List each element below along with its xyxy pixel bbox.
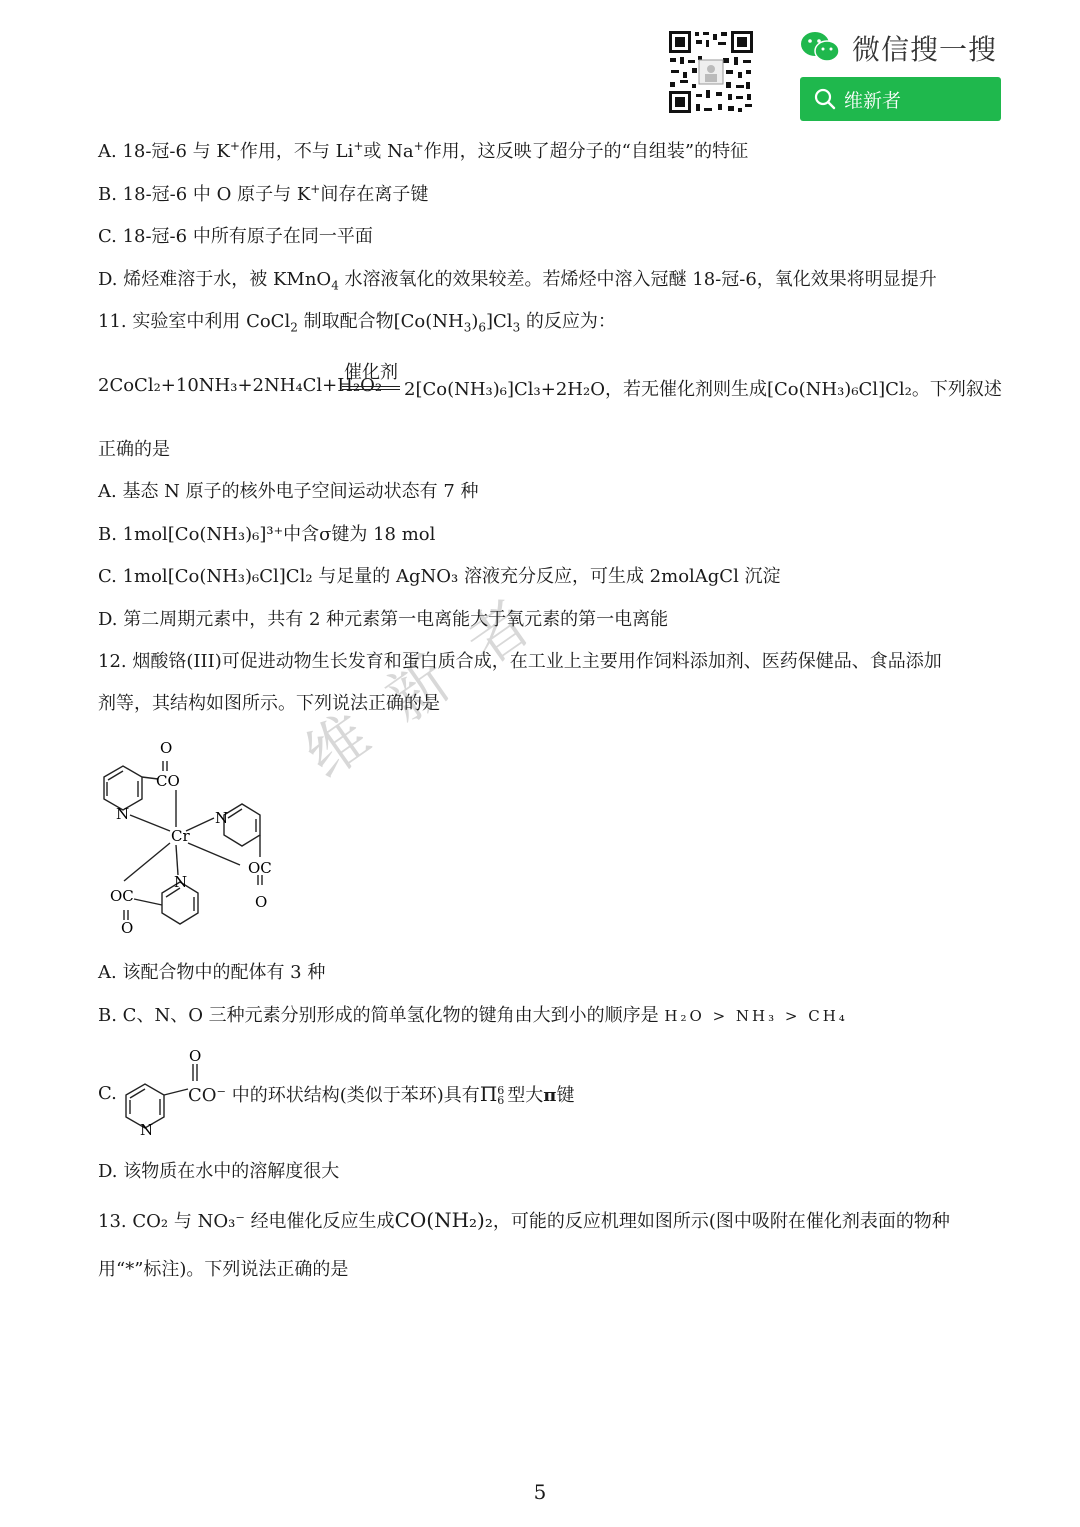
struct-oc: OC — [110, 887, 134, 905]
reaction-arrow — [342, 358, 400, 390]
chromium-nicotinate-structure — [90, 735, 290, 940]
struct-o: O — [189, 1047, 202, 1065]
q11-option-d: D. 第二周期元素中，共有 2 种元素第一电离能大于氧元素的第一电离能 — [98, 609, 669, 630]
q12-stem-line1: 12. 烟酸铬(III)可促进动物生长发育和蛋白质合成，在工业上主要用作饲料添加剂、医药保健品、食品添加 — [98, 651, 942, 672]
q11-stem-tail: 正确的是 — [98, 439, 170, 460]
watermark-char: 者 — [454, 588, 544, 680]
struct-co: CO — [156, 772, 180, 790]
wechat-search-title: 微信搜一搜 — [852, 33, 998, 66]
q11-stem: 11. 实验室中利用 CoCl$_2$ 制取配合物$[Co(NH_3)_6]Cl_3$ 的反应为： — [98, 311, 616, 335]
q12-option-b: B. C、N、O 三种元素分别形成的简单氢化物的键角由大到小的顺序是 H₂O > NH₃ > CH₄ — [98, 1005, 848, 1026]
page-number: 5 — [533, 1480, 547, 1504]
struct-o: O — [255, 893, 268, 911]
q10-option-b: B. 18-冠-6 中 O 原子与 K+间存在离子键 — [98, 182, 429, 205]
watermark — [286, 552, 641, 880]
struct-o: O — [121, 919, 134, 937]
q13-stem-line2: 用“*”标注)。下列说法正确的是 — [98, 1259, 349, 1280]
q11-option-a: A. 基态 N 原子的核外电子空间运动状态有 7 种 — [98, 481, 479, 502]
q13-stem: 13. CO₂ 与 NO₃⁻ 经电催化反应生成CO(NH₂)₂，可能的反应机理如图所示(图中吸附在催化剂表面的物种 — [98, 1208, 950, 1232]
search-box[interactable] — [800, 77, 1001, 121]
q11-option-b: B. 1mol[Co(NH₃)₆]³⁺中含σ键为 18 mol — [98, 524, 436, 545]
struct-cr: Cr — [171, 827, 190, 845]
q10-option-d: D. 烯烃难溶于水，被 KMnO$_4$ 水溶液氧化的效果较差。若烯烃中溶入冠醚 18-冠-6，氧化效果将明显提升 — [98, 269, 937, 293]
q12-option-c: CO⁻ 中的环状结构(类似于苯环)具有Π 6 6 型大π键 — [188, 1082, 575, 1107]
struct-n: N — [215, 809, 229, 827]
search-keyword: 维新者 — [844, 89, 902, 112]
wechat-icon — [800, 30, 840, 64]
catalyst-label: 催化剂 — [344, 362, 398, 383]
struct-n: N — [116, 805, 130, 823]
q11-equation-right: 2[Co(NH₃)₆]Cl₃+2H₂O，若无催化剂则生成[Co(NH₃)₆Cl]Cl₂。下列叙述 — [404, 379, 1002, 400]
struct-oc: OC — [248, 859, 272, 877]
qr-code — [668, 30, 754, 114]
watermark-char: 新 — [373, 644, 464, 737]
q12-option-d: D. 该物质在水中的溶解度很大 — [98, 1161, 340, 1182]
q12-option-a: A. 该配合物中的配体有 3 种 — [98, 962, 326, 983]
struct-n: N — [140, 1121, 154, 1137]
q10-option-c: C. 18-冠-6 中所有原子在同一平面 — [98, 226, 373, 247]
q12-stem-line2: 剂等，其结构如图所示。下列说法正确的是 — [98, 693, 440, 714]
struct-n: N — [174, 873, 188, 891]
struct-o: O — [160, 739, 173, 757]
q11-equation-left: 2CoCl₂+10NH₃+2NH₄Cl+H₂O₂ — [98, 375, 383, 396]
search-icon — [814, 88, 836, 110]
q10-option-a: A. 18-冠-6 与 K+作用，不与 Li+或 Na+作用，这反映了超分子的“自组装”的特征 — [98, 139, 749, 162]
q12-option-c-label: C. — [98, 1083, 117, 1104]
q11-option-c: C. 1mol[Co(NH₃)₆Cl]Cl₂ 与足量的 AgNO₃ 溶液充分反应，可生成 2molAgCl 沉淀 — [98, 566, 781, 587]
watermark-char: 维 — [293, 700, 383, 793]
